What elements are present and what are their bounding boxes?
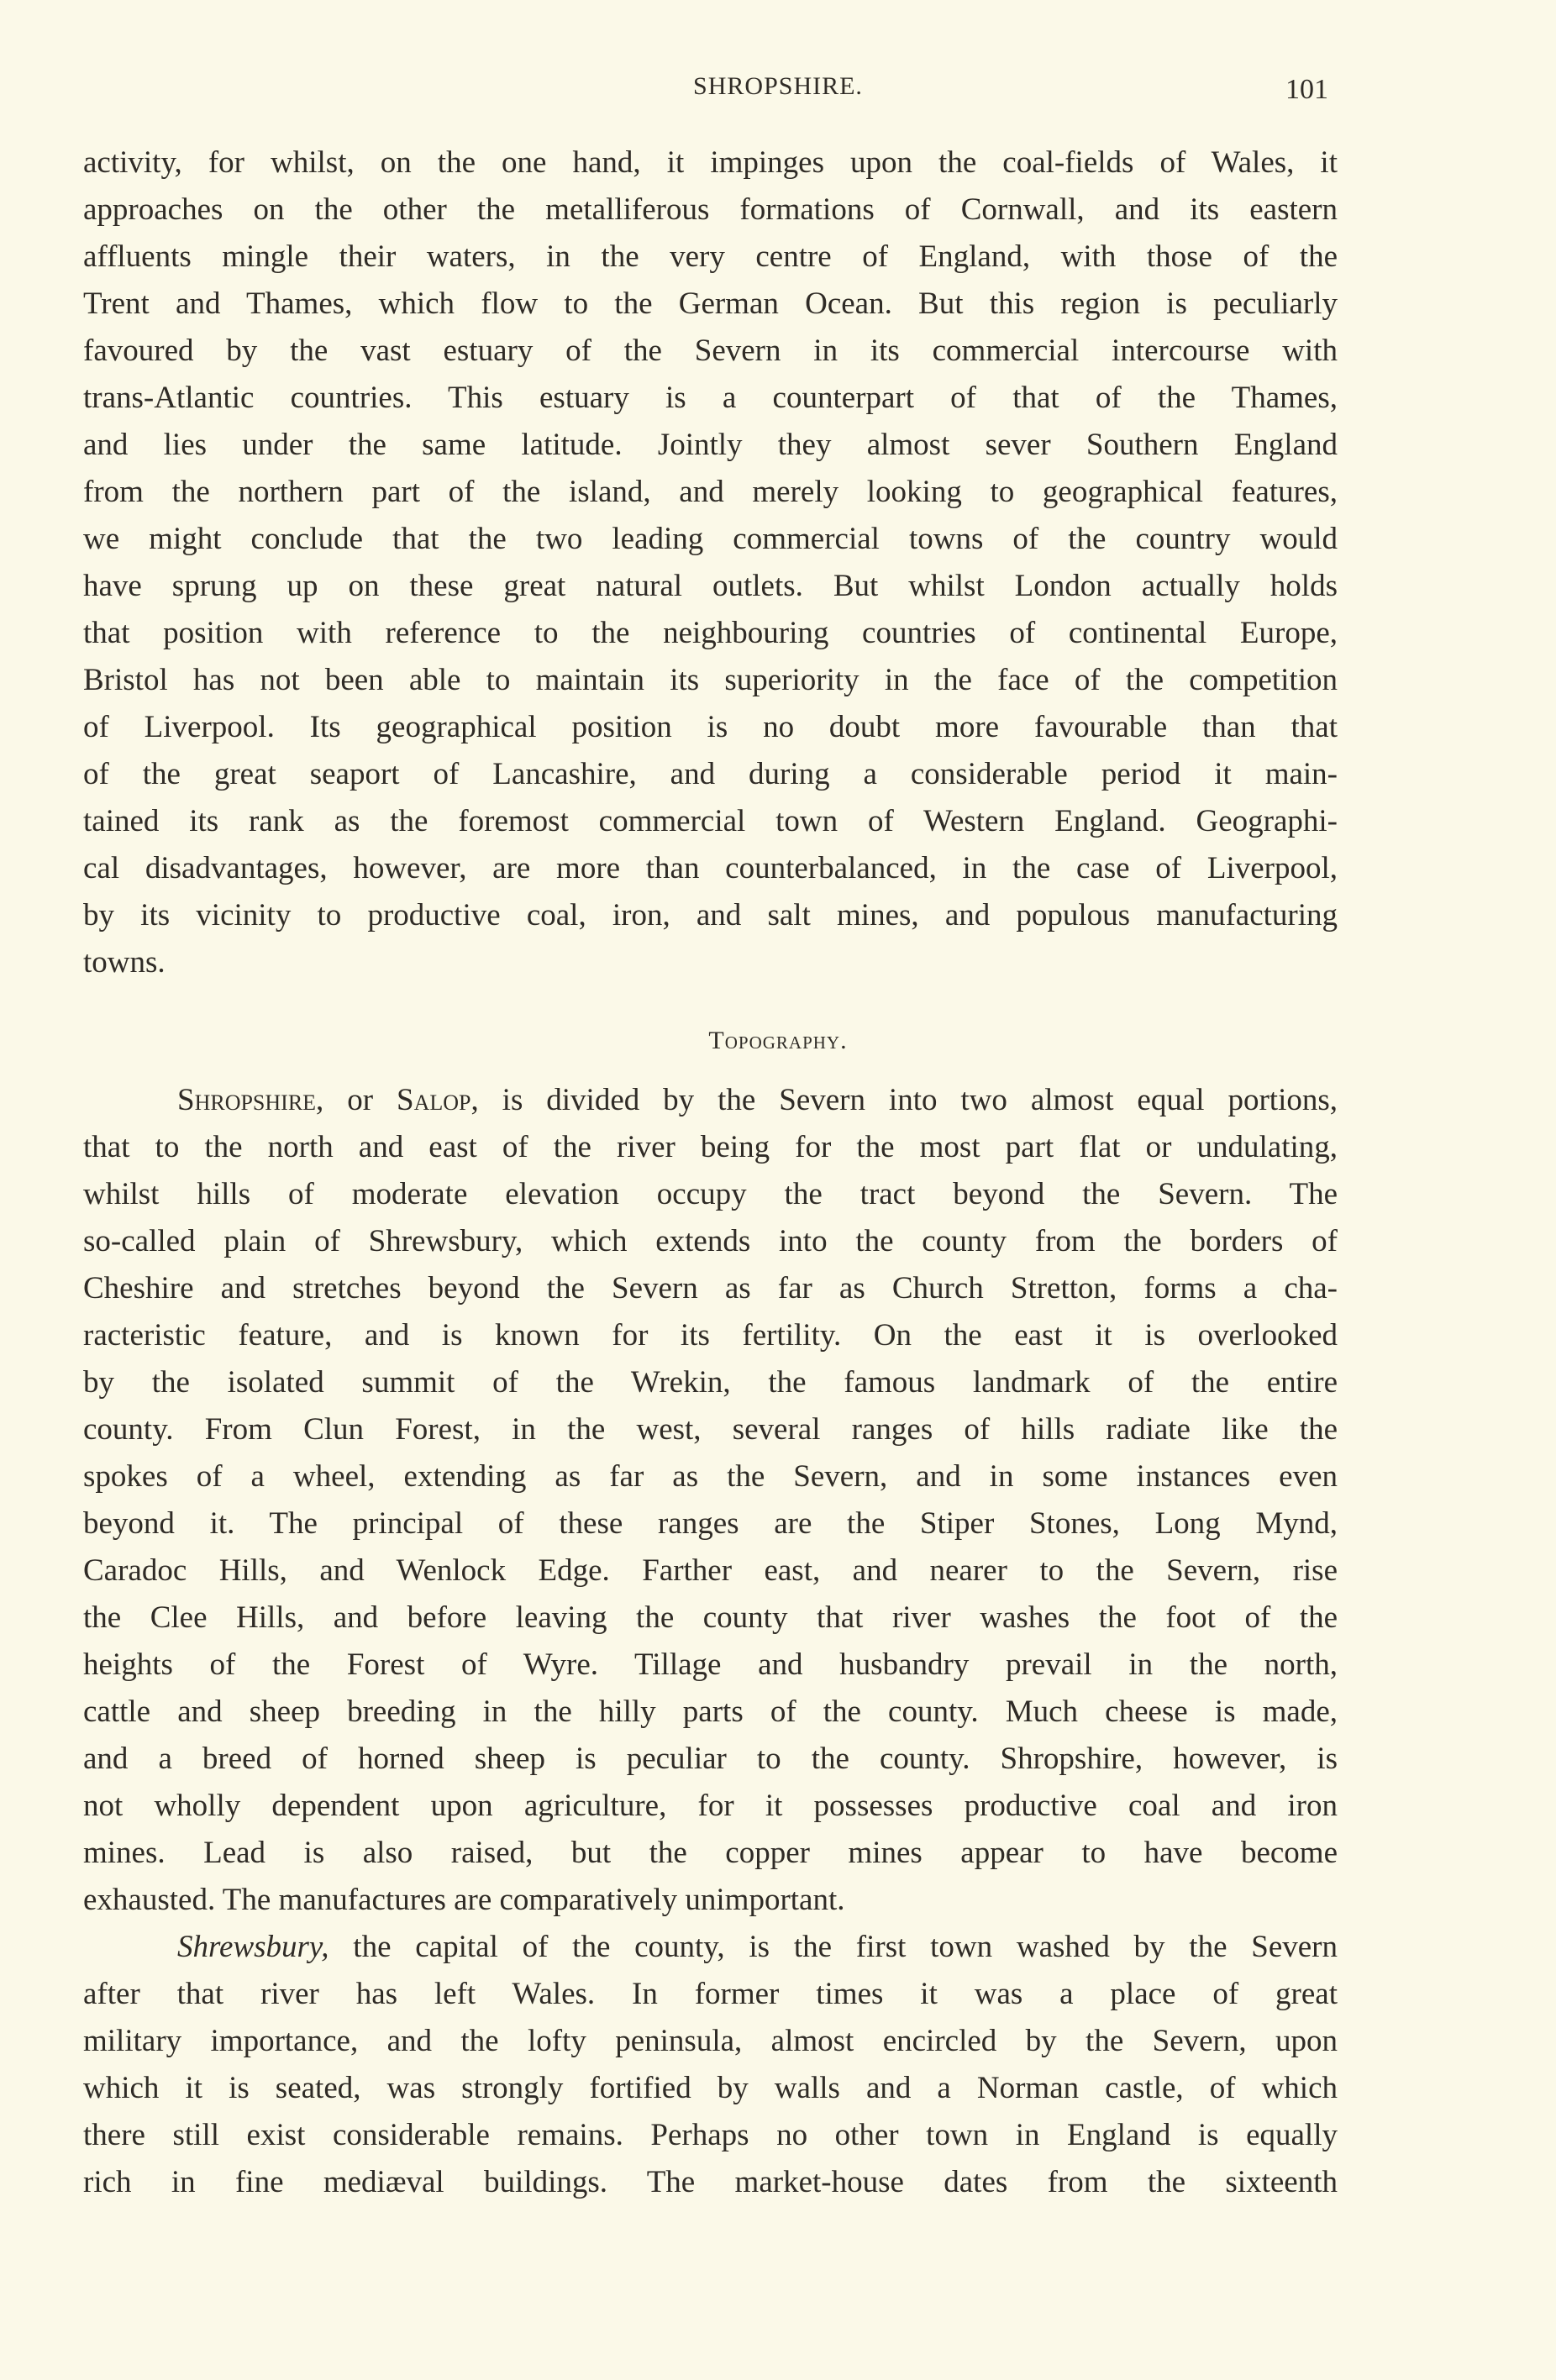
- paragraph-topography: [83, 1077, 1338, 1924]
- paragraph-shrewsbury: [83, 1924, 1338, 2206]
- text-line: county. From Clun Forest, in the west, several ranges of hills radiate like the: [83, 1412, 1338, 1447]
- text-line: Trent and Thames, which flow to the German Ocean. But this region is peculiarly: [83, 286, 1338, 321]
- text-line: from the northern part of the island, and merely looking to geographical features,: [83, 475, 1338, 509]
- text-line: the Clee Hills, and before leaving the county that river washes the foot of the: [83, 1600, 1338, 1635]
- text-line: not wholly dependent upon agriculture, for it possesses productive coal and iron: [83, 1789, 1338, 1823]
- running-title: SHROPSHIRE.: [693, 72, 863, 100]
- text-line: there still exist considerable remains. Perhaps no other town in England is equally: [83, 2118, 1338, 2152]
- text-line: that position with reference to the neighbouring countries of continental Europe,: [83, 616, 1338, 650]
- text-line: heights of the Forest of Wyre. Tillage and husbandry prevail in the north,: [83, 1647, 1338, 1682]
- text-line: activity, for whilst, on the one hand, it impinges upon the coal-fields of Wales, it: [83, 145, 1338, 180]
- page-number: 101: [1285, 74, 1328, 105]
- text-line: military importance, and the lofty peninsula, almost encircled by the Severn, upon: [83, 2024, 1338, 2058]
- text-line: Caradoc Hills, and Wenlock Edge. Farther east, and nearer to the Severn, rise: [83, 1553, 1338, 1588]
- text-line: cal disadvantages, however, are more than counterbalanced, in the case of Liverpool,: [83, 851, 1338, 885]
- text-line: by its vicinity to productive coal, iron, and salt mines, and populous manufacturing: [83, 898, 1338, 933]
- text-line: so-called plain of Shrewsbury, which extends into the county from the borders of: [83, 1224, 1338, 1258]
- text-line: and lies under the same latitude. Jointly they almost sever Southern England: [83, 428, 1338, 462]
- text-line: [83, 1924, 1338, 1971]
- text-fragment: the capital of the county, is the first town washed by the Severn: [329, 1930, 1338, 1964]
- text-line: Cheshire and stretches beyond the Severn as far as Church Stretton, forms a cha-: [83, 1271, 1338, 1306]
- text-fragment: is divided by the Severn into two almost equal portions,: [478, 1083, 1338, 1117]
- text-line: affluents mingle their waters, in the very centre of England, with those of the: [83, 239, 1338, 274]
- text-line: racteristic feature, and is known for its fertility. On the east it is overlooked: [83, 1318, 1338, 1353]
- lead-term-shrewsbury: Shrewsbury,: [177, 1930, 329, 1964]
- text-line: tained its rank as the foremost commercial town of Western England. Geographi-: [83, 804, 1338, 838]
- text-line: cattle and sheep breeding in the hilly parts of the county. Much cheese is made,: [83, 1694, 1338, 1729]
- text-line: exhausted. The manufactures are comparatively unimportant.: [83, 1883, 845, 1917]
- text-line: trans-Atlantic countries. This estuary is a counterpart of that of the Thames,: [83, 381, 1338, 415]
- text-line: after that river has left Wales. In former times it was a place of great: [83, 1977, 1338, 2011]
- lead-term-salop: Salop,: [397, 1083, 479, 1117]
- text-line: [83, 1077, 1338, 1124]
- text-line: Bristol has not been able to maintain its superiority in the face of the competition: [83, 663, 1338, 697]
- text-line: and a breed of horned sheep is peculiar to the county. Shropshire, however, is: [83, 1742, 1338, 1776]
- text-line: by the isolated summit of the Wrekin, the famous landmark of the entire: [83, 1365, 1338, 1400]
- text-line: rich in fine mediæval buildings. The market-house dates from the sixteenth: [83, 2165, 1338, 2199]
- lead-term-shropshire: Shropshire,: [177, 1083, 324, 1117]
- text-line: of Liverpool. Its geographical position is no doubt more favourable than that: [83, 710, 1338, 744]
- text-line: that to the north and east of the river being for the most part flat or undulating,: [83, 1130, 1338, 1164]
- text-line: whilst hills of moderate elevation occupy the tract beyond the Severn. The: [83, 1177, 1338, 1211]
- text-line: approaches on the other the metalliferous formations of Cornwall, and its eastern: [83, 192, 1338, 227]
- section-heading: Topography.: [708, 1027, 848, 1054]
- text-line: of the great seaport of Lancashire, and during a considerable period it main-: [83, 757, 1338, 791]
- paragraph-continuation: [83, 139, 1338, 986]
- text-line: towns.: [83, 945, 166, 980]
- text-line: which it is seated, was strongly fortified by walls and a Norman castle, of which: [83, 2071, 1338, 2105]
- text-line: have sprung up on these great natural outlets. But whilst London actually holds: [83, 569, 1338, 603]
- text-line: favoured by the vast estuary of the Severn in its commercial intercourse with: [83, 334, 1338, 368]
- text-line: we might conclude that the two leading commercial towns of the country would: [83, 522, 1338, 556]
- text-fragment: or: [323, 1083, 397, 1117]
- text-line: spokes of a wheel, extending as far as the Severn, and in some instances even: [83, 1459, 1338, 1494]
- text-line: mines. Lead is also raised, but the copper mines appear to have become: [83, 1836, 1338, 1870]
- text-line: beyond it. The principal of these ranges are the Stiper Stones, Long Mynd,: [83, 1506, 1338, 1541]
